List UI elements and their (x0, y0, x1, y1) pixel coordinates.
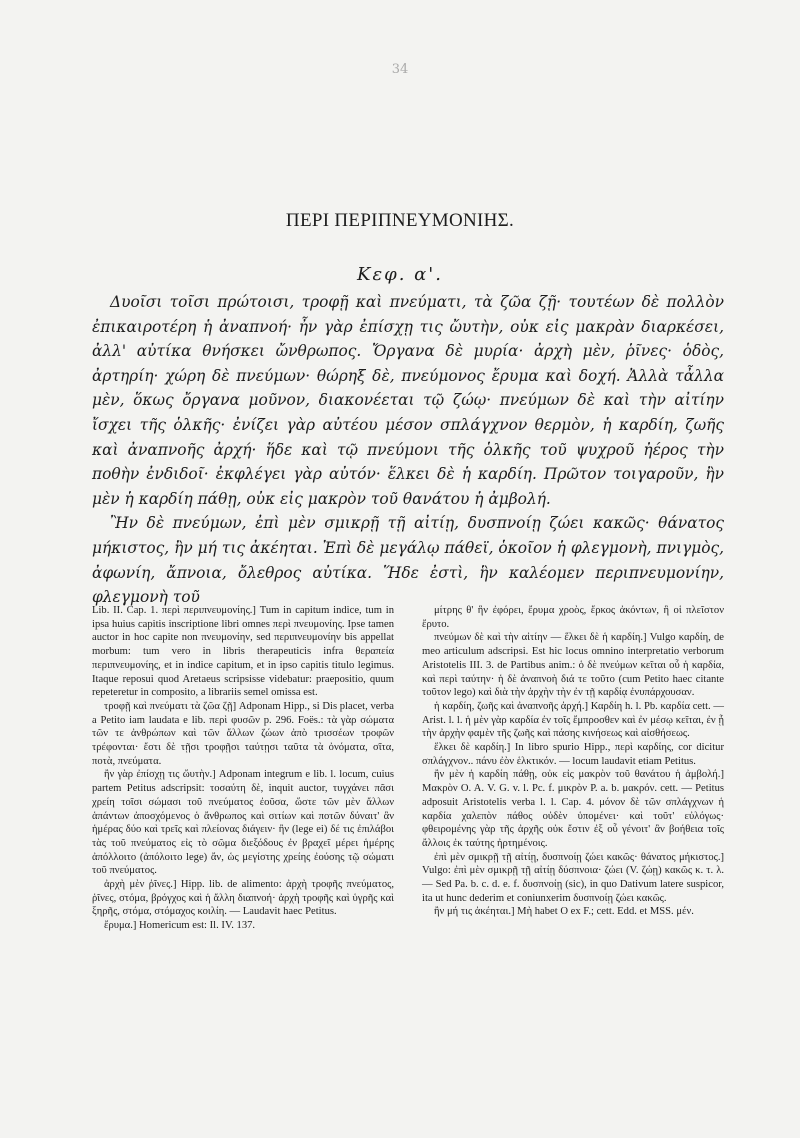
footnote: Lib. II. Cap. 1. περὶ περιπνευμονίης.] Tum in capitum indice, tum in ipsa huius capitis inscriptione libri omnes περὶ πνευμονίης. Ipse tamen auctor in hoc capite non πνευμονίην, sed περιπνευμονίην bis appellat morbum: tum vero in libris therapeuticis infra θεραπεία περιπνευμονίης, et in indice capitum, et in ipso capitis titulo legimus. Itaque reposui quod Aretaeus scripsisse videbatur: praepositio, quum repeteretur in composito, a librariis semel omissa est. (92, 605, 394, 699)
footnotes-left-column (92, 604, 394, 933)
page-number: 34 (391, 62, 409, 77)
footnotes (92, 604, 724, 933)
main-paragraph-2: Ἢν δὲ πνεύμων, ἐπὶ μὲν σμικρῇ τῇ αἰτίῃ, δυσπνοίῃ ζώει κακῶς· θάνατος μήκιστος, ἢν μή τις ἀκέηται. Ἐπὶ δὲ μεγάλῳ πάθεϊ, ὁκοῖον ἡ φλεγμονὴ, πνιγμὸς, ἀφωνίη, ἄπνοια, ὄλεθρος αὐτίκα. Ἥδε ἐστὶ, ἣν καλέομεν περιπνευμονίην, φλεγμονὴ τοῦ (92, 514, 724, 607)
footnote: ἡ καρδίη, ζωῆς καὶ ἀναπνοῆς ἀρχή.] Καρδίη h. l. Pb. καρδία cett. — Arist. l. l. ἡ μὲν γὰρ καρδία ἐν τοῖς ἔμπροσθεν καὶ ἐν μέσῳ κεῖται, ἐν ᾗ τὴν ἀρχὴν φαμὲν τῆς ζωῆς καὶ πάσης κινήσεως καὶ αἰσθήσεως. (422, 700, 724, 740)
footnote: ἔρυμα.] Homericum est: Il. IV. 137. (104, 920, 256, 932)
footnote: ἢν γὰρ ἐπίσχῃ τις ὤυτὴν.] Adponam integrum e lib. l. locum, cuius partem Petitus adscripsit: τοσαύτη δὲ, inquit auctor, τυγχάνει πᾶσι χρείη τοῖσι σώμασι τοῦ πνεύματος ἐοῦσα, ὥστε τῶν μὲν ἄλλων ἁπάντων ἀποσχόμενος ὁ ἄνθρωπος καὶ σιτίων καὶ ποτῶν δύναιτ' ἂν ἡμέρας δύο καὶ τρεῖς καὶ πλείονας διάγειν· ἢν (lege ei) δέ τις ἐπιλάβοι τὰς τοῦ πνεύματος εἰς τὸ σῶμα διεξόδους ἐν βραχεῖ μέρει ἡμέρης ἀπόλλοιτο (ἀπόλοιτο lege) ἄν, ὡς μεγίστης χρείης ἐούσης τῷ σώματι τοῦ πνεύματος. (92, 769, 394, 877)
chapter-title: ΠΕΡΙ ΠΕΡΙΠΝΕΥΜΟΝΙΗΣ. (285, 210, 515, 231)
footnote: πνεύμων δὲ καὶ τὴν αἰτίην — ἕλκει δὲ ἡ καρδίη.] Vulgo καρδίη, de meo articulum adscripsi. Est hic locus omnino interpretatio verborum Aristotelis III. 3. de Partibus anim.: ὁ δὲ πνεύμων κεῖται οὗ ἡ καρδία, καὶ περὶ ταύτην· ἡ δὲ ἀναπνοὴ διά τε τοῦτο (cum Petito haec citante τοῦτον lego) καὶ διὰ τὴν ἀρχὴν τὴν ἐν τῇ καρδίᾳ ἐνυπάρχουσαν. (422, 632, 724, 699)
footnote: ἢν μή τις ἀκέηται.] Μὴ habet O ex F.; cett. Edd. et MSS. μέν. (434, 906, 694, 918)
footnote: ἐπὶ μὲν σμικρῇ τῇ αἰτίῃ, δυσπνοίῃ ζώει κακῶς· θάνατος μήκιστος.] Vulgo: ἐπὶ μὲν σμικρῇ τῇ αἰτίῃ δύσπνοια· ζώει (V. ζώῃ) κακῶς κ. τ. λ. — Sed Pa. b. c. d. e. f. δυσπνοίῃ (sic), in quo Dativum latere suspicor, ita ut hunc dederim et coniunxerim δυσπνοίῃ ζώει κακῶς. (422, 851, 724, 904)
footnote: τροφῇ καὶ πνεύματι τὰ ζῶα ζῇ] Adponam Hipp., si Dis placet, verba a Petito iam laudata e lib. περὶ φυσῶν p. 296. Foës.: τὰ γὰρ σώματα τῶν τε ἀνθρώπων καὶ τῶν ἄλλων ζώων ἀπὸ τρισσέων τροφῶν τρέφονται· ἔστι δὲ τῇσι τροφῇσι ταύτῃσι ταῦτα τὰ ὀνόματα, σῖτα, ποτὰ, πνεύματα. (92, 700, 394, 767)
main-text (92, 290, 724, 610)
footnote: μίτρης θ' ἣν ἐφόρει, ἔρυμα χροὸς, ἕρκος ἀκόντων, ἣ οἱ πλεῖστον ἔρυτο. (422, 605, 724, 630)
footnotes-right-column (422, 604, 724, 933)
footnote: ἢν μὲν ἡ καρδίη πάθῃ, οὐκ εἰς μακρὸν τοῦ θανάτου ἡ ἀμβολή.] Μακρὸν O. A. V. G. v. l. Pc. f. μικρὸν P. a. b. μακρόν. cett. — Petitus adposuit Aristotelis verba l. l. Cap. 4. μόνον δὲ τῶν σπλάγχνων ἡ καρδία χαλεπὸν πάθος οὐδὲν ὑπομένει· καὶ τοῦτ' εὐλόγως· φθειρομένης γὰρ τῆς ἀρχῆς οὐκ ἔστιν ἐξ οὗ γένοιτ' ἂν βοήθεια τοῖς ἄλλοις ἐκ ταύτης ἠρτημένοις. (422, 769, 724, 849)
footnote: ἀρχὴ μὲν ῥῖνες.] Hipp. lib. de alimento: ἀρχὴ τροφῆς πνεύματος, ῥῖνες, στόμα, βρόγχος καὶ ἡ ἄλλη διαπνοή· ἀρχὴ τροφῆς καὶ ὑγρῆς καὶ ξηρῆς, στόμα, στόμαχος κοιλίη. — Laudavit haec Petitus. (92, 879, 394, 918)
main-paragraph-1: Δυοῖσι τοῖσι πρώτοισι, τροφῇ καὶ πνεύματι, τὰ ζῶα ζῇ· τουτέων δὲ πολλὸν ἐπικαιροτέρη ἡ ἀναπνοή· ἦν γὰρ ἐπίσχῃ τις ὤυτὴν, οὐκ εἰς μακρὰν διαρκέσει, ἀλλ' αὐτίκα θνήσκει ὤνθρωπος. Ὄργανα δὲ μυρία· ἀρχὴ μὲν, ῥῖνες· ὁδὸς, ἀρτηρίη· χώρη δὲ πνεύμων· θώρηξ δὲ, πνεύμονος ἔρυμα καὶ δοχή. Ἀλλὰ τἆλλα μὲν, ὅκως ὄργανα μοῦνον, διακονέεται τῷ ζώῳ· πνεύμων δὲ καὶ τὴν αἰτίην ἴσχει τῆς ὁλκῆς· ἐνίζει γὰρ αὐτέου μέσον σπλάγχνον θερμὸν, ἡ καρδίη, ζωῆς καὶ ἀναπνοῆς ἀρχή· ἥδε καὶ τῷ πνεύμονι τῆς ὁλκῆς τοῦ ψυχροῦ ἠέρος τὴν ποθὴν ἐνδιδοῖ· ἐκφλέγει γὰρ αὐτόν· ἕλκει δὲ ἡ καρδίη. Πρῶτον τοιγαροῦν, ἢν μὲν ἡ καρδίη πάθῃ, οὐκ εἰς μακρὸν τοῦ θανάτου ἡ ἀμβολή. (92, 293, 724, 508)
footnote: ἕλκει δὲ καρδίη.] In libro spurio Hipp., περὶ καρδίης, cor dicitur σπλάγχνον.. πάνυ ἐὸν ἑλκτικόν. — locum laudavit etiam Petitus. (422, 742, 724, 767)
chapter-number: Κεφ. α'. (357, 264, 443, 285)
